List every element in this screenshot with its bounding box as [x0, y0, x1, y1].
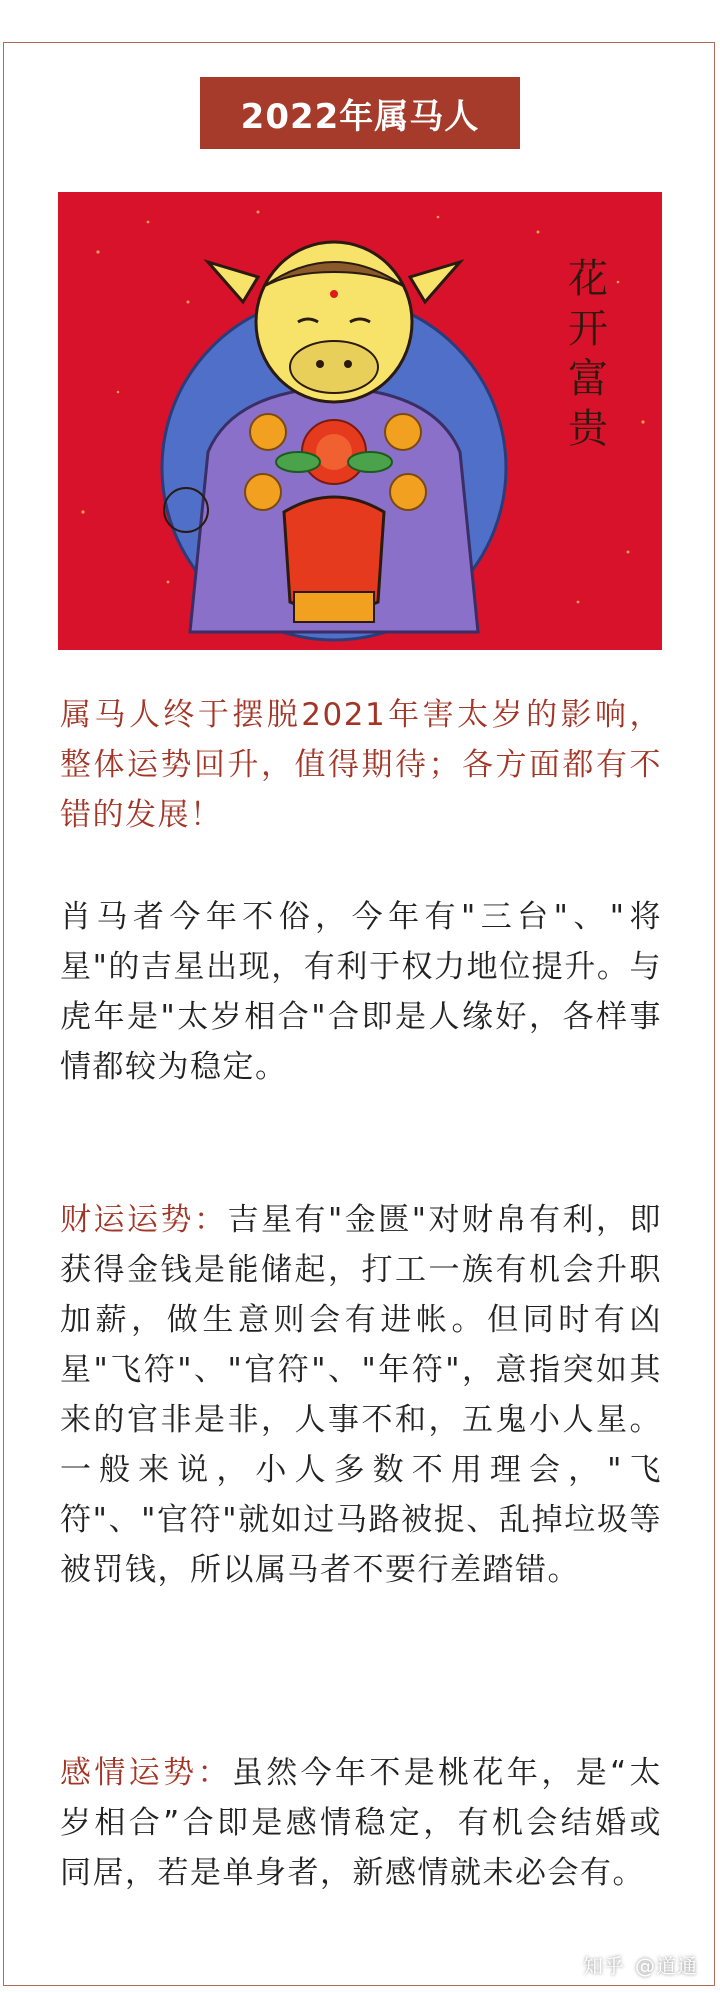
- calligraphy-char-2: 开: [568, 306, 608, 352]
- watermark-user: @道通: [635, 1954, 698, 1978]
- overview-paragraph: 肖马者今年不俗，今年有"三台"、"将星"的吉星出现，有利于权力地位提升。与虎年是"太岁相合"合即是人缘好，各样事情都较为稳定。: [60, 899, 662, 1085]
- ox-illustration: [58, 192, 662, 650]
- page-title-text: 2022年属马人: [240, 96, 480, 137]
- love-paragraph: [60, 1748, 662, 1898]
- calligraphy-text: [568, 256, 611, 452]
- wealth-heading: 财运运势：: [60, 1202, 228, 1238]
- gold-base: [294, 592, 374, 622]
- page-title: [200, 77, 520, 149]
- watermark-site: 知乎: [583, 1954, 625, 1978]
- love-text: 虽然今年不是桃花年，是“太岁相合”合即是感情稳定，有机会结婚或同居，若是单身者，新感情就未必会有。: [60, 1755, 663, 1891]
- wealth-paragraph: [60, 1195, 662, 1595]
- wealth-text: 吉星有"金匮"对财帛有利，即获得金钱是能储起，打工一族有机会升职加薪，做生意则会有进帐。但同时有凶星"飞符"、"官符"、"年符"，意指突如其来的官非是非，人事不和，五鬼小人星。一般来说，小人多数不用理会，"飞符"、"官符"就如过马路被捉、乱掉垃圾等被罚钱，所以属马者不要行差踏错。: [60, 1202, 662, 1588]
- calligraphy-char-1: 花: [568, 256, 608, 302]
- love-heading: 感情运势：: [60, 1755, 232, 1791]
- zhihu-watermark: [583, 1950, 698, 1979]
- calligraphy-char-3: 富: [568, 356, 608, 402]
- calligraphy-char-4: 贵: [568, 406, 608, 452]
- intro-paragraph: 属马人终于摆脱2021年害太岁的影响，整体运势回升，值得期待；各方面都有不错的发展！: [60, 697, 662, 833]
- ox-illustration-svg: [58, 192, 662, 650]
